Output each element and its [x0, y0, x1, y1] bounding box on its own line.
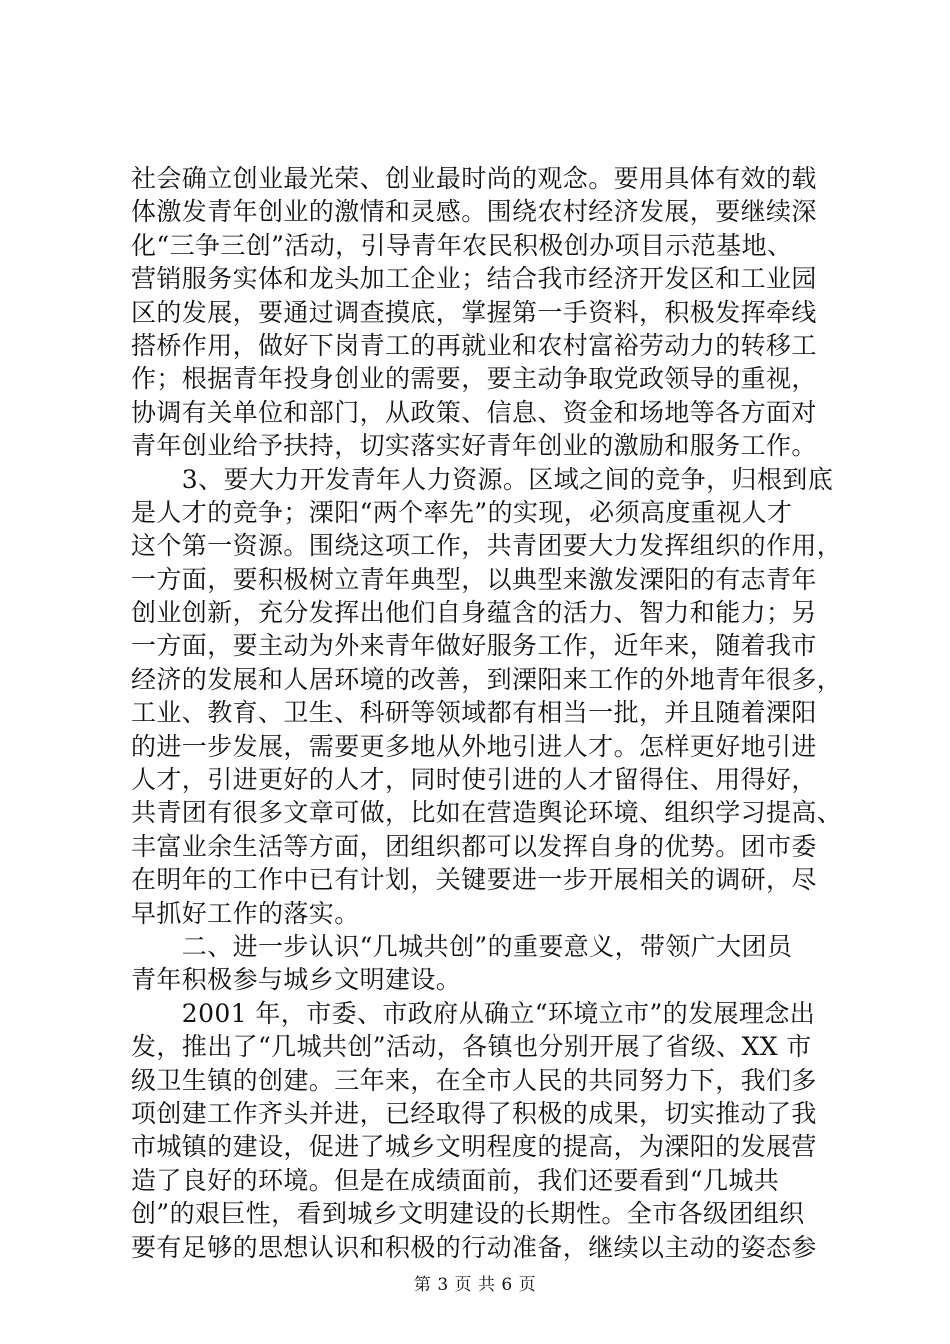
text-line: 是人才的竞争；溧阳“两个率先”的实现，必须高度重视人才 — [131, 497, 793, 527]
text-line: 营销服务实体和龙头加工企业；结合我市经济开发区和工业园 — [131, 264, 817, 294]
text-line: 协调有关单位和部门，从政策、信息、资金和场地等各方面对 — [131, 397, 817, 427]
text-line: 经济的发展和人居环境的改善，到溧阳来工作的外地青年很多， — [131, 664, 843, 694]
text-line: 人才，引进更好的人才，同时使引进的人才留得住、用得好， — [131, 765, 817, 795]
text-line: 早抓好工作的落实。 — [131, 898, 360, 928]
section-heading-line: 二、进一步认识“几城共创”的重要意义，带领广大团员 — [131, 931, 793, 961]
text-line: 工业、教育、卫生、科研等领域都有相当一批，并且随着溧阳 — [131, 698, 817, 728]
document-body — [131, 162, 843, 1264]
text-line: 搭桥作用，做好下岗青工的再就业和农村富裕劳动力的转移工 — [131, 330, 817, 360]
text-line: 这个第一资源。围绕这项工作，共青团要大力发挥组织的作用， — [131, 531, 843, 561]
section-heading-line: 青年积极参与城乡文明建设。 — [131, 965, 462, 995]
text-line: 丰富业余生活等方面，团组织都可以发挥自身的优势。团市委 — [131, 831, 817, 861]
text-line: 区的发展，要通过调查摸底，掌握第一手资料，积极发挥牵线 — [131, 297, 817, 327]
text-line: 发，推出了“几城共创”活动，各镇也分别开展了省级、XX 市 — [131, 1032, 812, 1062]
text-line: 创业创新，充分发挥出他们自身蕴含的活力、智力和能力；另 — [131, 598, 817, 628]
text-line: 的进一步发展，需要更多地从外地引进人才。怎样更好地引进 — [131, 731, 817, 761]
text-line: 3、要大力开发青年人力资源。区域之间的竞争，归根到底 — [131, 464, 834, 494]
text-line: 共青团有很多文章可做，比如在营造舆论环境、组织学习提高、 — [131, 798, 843, 828]
text-line: 市城镇的建设，促进了城乡文明程度的提高，为溧阳的发展营 — [131, 1132, 817, 1162]
text-line: 社会确立创业最光荣、创业最时尚的观念。要用具体有效的载 — [131, 164, 817, 193]
text-line: 造了良好的环境。但是在成绩面前，我们还要看到“几城共 — [131, 1165, 780, 1195]
text-line: 青年创业给予扶持，切实落实好青年创业的激励和服务工作。 — [131, 431, 817, 461]
text-line: 要有足够的思想认识和积极的行动准备，继续以主动的姿态参 — [131, 1232, 817, 1262]
text-line: 一方面，要积极树立青年典型，以典型来激发溧阳的有志青年 — [131, 564, 817, 594]
text-line: 创”的艰巨性，看到城乡文明建设的长期性。全市各级团组织 — [131, 1199, 805, 1229]
text-line: 在明年的工作中已有计划，关键要进一步开展相关的调研，尽 — [131, 865, 817, 895]
text-line: 化“三争三创”活动，引导青年农民积极创办项目示范基地、 — [131, 230, 793, 260]
text-line: 2001 年，市委、市政府从确立“环境立市”的发展理念出 — [131, 998, 816, 1028]
page-number-footer: 第 3 页 共 6 页 — [413, 1275, 537, 1295]
text-line: 级卫生镇的创建。三年来，在全市人民的共同努力下，我们多 — [131, 1065, 817, 1095]
text-line: 体激发青年创业的激情和灵感。围绕农村经济发展，要继续深 — [131, 197, 817, 227]
text-line: 项创建工作齐头并进，已经取得了积极的成果，切实推动了我 — [131, 1098, 817, 1128]
text-line: 作；根据青年投身创业的需要，要主动争取党政领导的重视， — [131, 364, 817, 394]
text-line: 一方面，要主动为外来青年做好服务工作，近年来，随着我市 — [131, 631, 817, 661]
